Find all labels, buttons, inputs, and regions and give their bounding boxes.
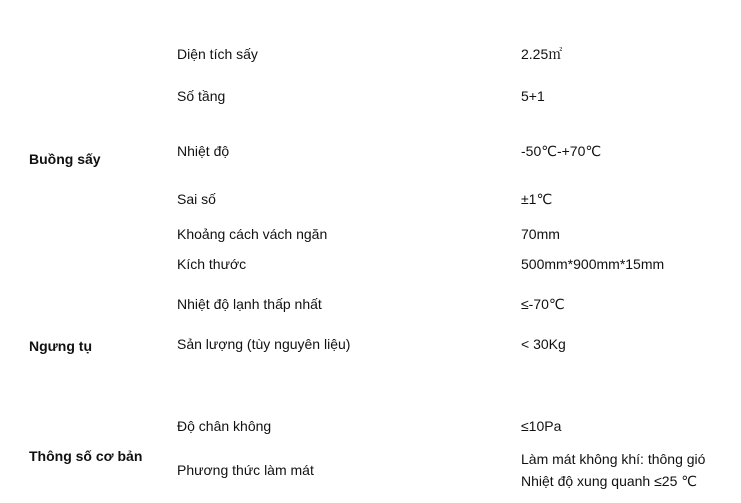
spec-value-dimensions: 500mm*900mm*15mm: [521, 256, 665, 272]
spec-value-tolerance: ±1℃: [521, 191, 553, 207]
spec-label-temperature: Nhiệt độ: [177, 143, 230, 159]
spec-label-shelf-count: Số tầng: [177, 88, 226, 104]
group-label-basic-specs: Thông số cơ bản: [29, 448, 143, 464]
spec-label-tolerance: Sai số: [177, 191, 216, 207]
spec-label-drying-area: Diện tích sấy: [177, 46, 258, 62]
spec-value-cooling-method-line2: Nhiệt độ xung quanh ≤25 ℃: [521, 473, 697, 489]
spec-label-min-cold-temp: Nhiệt độ lạnh thấp nhất: [177, 296, 322, 312]
spec-value-drying-area: 2.25㎡: [521, 46, 563, 62]
spec-value-cooling-method: [521, 450, 705, 490]
spec-value-capacity: < 30Kg: [521, 336, 566, 352]
spec-value-min-cold-temp: ≤-70℃: [521, 296, 565, 312]
spec-label-dimensions: Kích thước: [177, 256, 247, 272]
spec-label-vacuum: Độ chân không: [177, 418, 272, 434]
group-label-drying-chamber: Buồng sấy: [29, 151, 101, 167]
spec-label-shelf-spacing: Khoảng cách vách ngăn: [177, 226, 328, 242]
spec-label-cooling-method: Phương thức làm mát: [177, 462, 314, 478]
spec-label-capacity: Sản lượng (tùy nguyên liệu): [177, 336, 351, 352]
spec-value-vacuum: ≤10Pa: [521, 418, 562, 434]
spec-value-temperature: -50℃-+70℃: [521, 143, 602, 159]
spec-value-shelf-count: 5+1: [521, 88, 545, 104]
spec-value-cooling-method-line1: Làm mát không khí: thông gió: [521, 451, 706, 467]
spec-value-shelf-spacing: 70mm: [521, 226, 560, 242]
group-label-condenser: Ngưng tụ: [29, 338, 93, 354]
